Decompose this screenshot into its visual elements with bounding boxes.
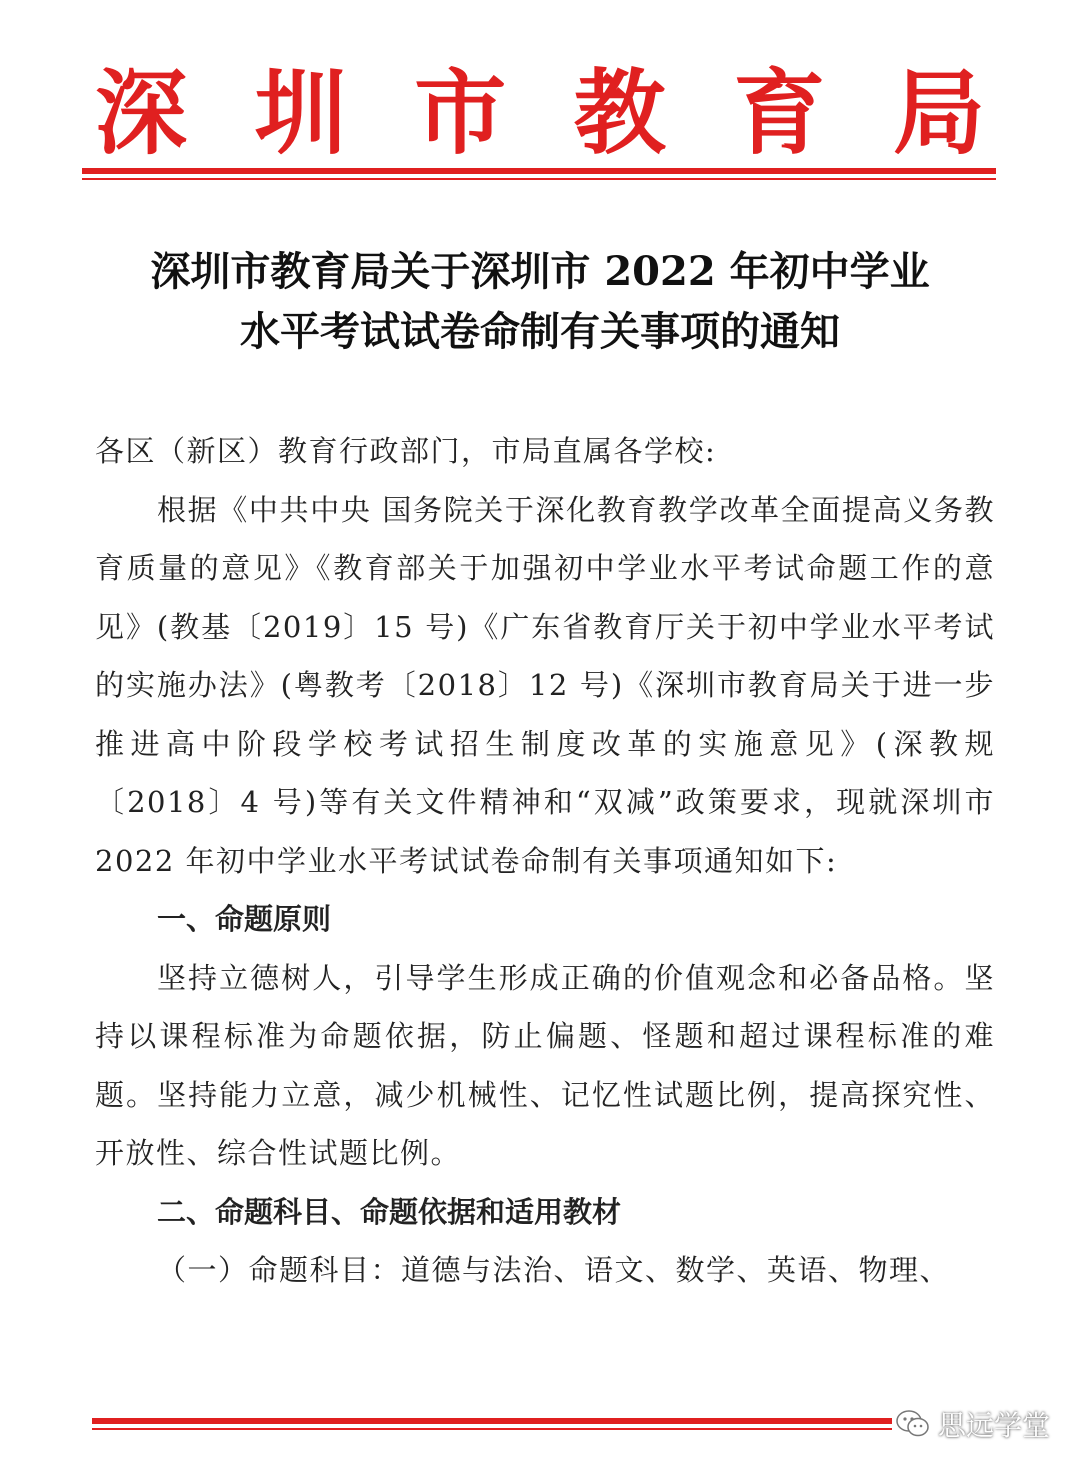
paragraph: （一）命题科目：道德与法治、语文、数学、英语、物理、 [157,1253,951,1287]
letterhead-char: 市 [414,59,507,167]
letterhead-char: 育 [733,59,826,167]
document-body [95,422,995,1300]
section-heading: 一、命题原则 [157,902,332,936]
letterhead-char: 深 [95,59,188,167]
section-heading: 二、命题科目、命题依据和适用教材 [157,1194,622,1229]
watermark-text: 思远学堂 [938,1409,1051,1442]
paragraph: 坚持立德树人，引导学生形成正确的价值观念和必备品格。坚持以课程标准为命题依据，防止偏题、怪题和超过课程标准的难题。坚持能力立意，减少机械性、记忆性试题比例，提高探究性、开放性、综合性试题比例。 [95,960,995,1170]
salutation: 各区（新区）教育行政部门，市局直属各学校: [95,434,717,468]
footer-divider [92,1418,892,1424]
letterhead-char: 圳 [254,59,347,167]
footer-divider-thin [92,1428,892,1430]
document-title-line-2: 水平考试试卷命制有关事项的通知 [240,308,840,355]
letterhead-char: 局 [892,59,985,167]
letterhead-divider-thin [82,178,996,180]
watermark [896,1404,1050,1444]
letterhead-char: 教 [573,59,666,167]
wechat-icon [896,1409,930,1439]
letterhead-divider [82,168,996,174]
letterhead [95,58,985,168]
document-title-line-1: 深圳市教育局关于深圳市 2022 年初中学业 [150,248,930,295]
paragraph: 根据《中共中央 国务院关于深化教育教学改革全面提高义务教育质量的意见》《教育部关于加强初中学业水平考试命题工作的意见》(教基〔2019〕15 号)《广东省教育厅关于初中学业水平考试的实施办法》(粤教考〔2018〕12 号)《深圳市教育局关于进一步推进高中阶段学校考试招生制度改革的实施意见》(深教规〔2018〕4 号)等有关文件精神和“双减”政策要求，现就深圳市 2022 年初中学业水平考试试卷命制有关事项通知如下: [95,492,995,878]
